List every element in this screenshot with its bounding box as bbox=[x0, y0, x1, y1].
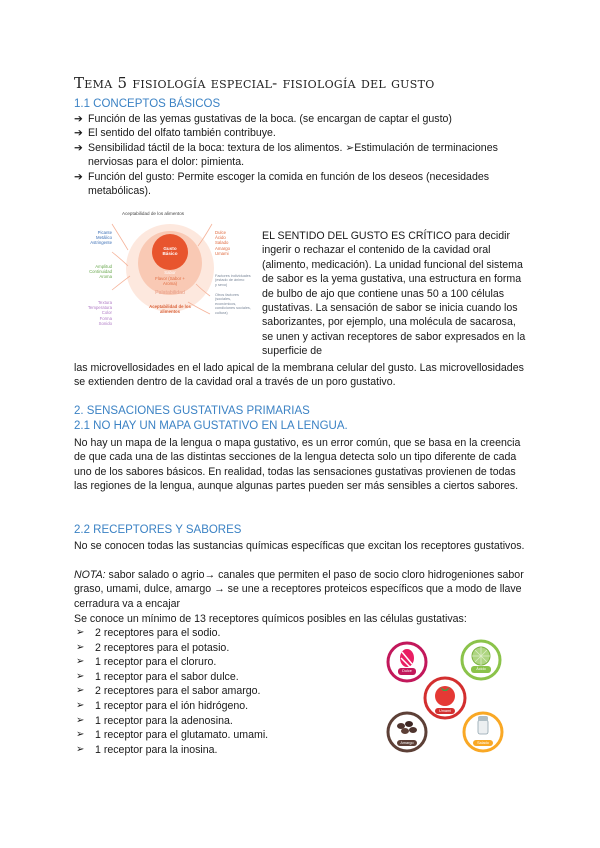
label-umami: Umami bbox=[438, 709, 452, 713]
arrow-icon: ➔ bbox=[74, 127, 83, 140]
list-item: ➔ Función del gusto: Permite escoger la comida en función de los deseos (necesidades metabólicas). bbox=[74, 170, 490, 198]
diagram-title: Aceptabilidad de los alimentos bbox=[122, 211, 185, 216]
receptors-intro: No se conocen todas las sustancias químicas específicas que excitan los receptores gustativos. bbox=[74, 540, 525, 552]
diagram-palat: Palatabilidad bbox=[155, 290, 185, 296]
label-acido: Ácido bbox=[476, 667, 486, 671]
diagram-bottom: Aceptabilidad de los alimentos bbox=[149, 304, 191, 315]
triangle-bullet-icon: ➢ bbox=[76, 685, 85, 697]
taste-paragraph bbox=[262, 229, 526, 359]
triangle-bullet-icon: ➢ bbox=[76, 656, 85, 668]
subheading-mapa: 2.1 NO HAY UN MAPA GUSTATIVO EN LA LENGUA. bbox=[74, 420, 348, 432]
food-acceptability-diagram bbox=[82, 210, 258, 325]
label-salado: Salado bbox=[477, 741, 489, 745]
triangle-bullet-icon: ➢ bbox=[76, 743, 85, 755]
list-item: ➔ Sensibilidad táctil de la boca: textura de los alimentos. ➢Estimulación de terminaciones nerviosas para el dolor: pimienta. bbox=[74, 141, 498, 169]
receptors-count: Se conoce un mínimo de 13 receptores químicos posibles en las células gustativas: bbox=[74, 613, 467, 625]
nota-label: NOTA: bbox=[74, 569, 106, 581]
receptors-list bbox=[74, 626, 374, 757]
label-amargo: Amargo bbox=[400, 741, 414, 745]
triangle-bullet-icon: ➢ bbox=[76, 699, 85, 711]
arrow-icon: ➔ bbox=[74, 170, 83, 183]
subheading-receptores: 2.2 RECEPTORES Y SABORES bbox=[74, 524, 242, 536]
list-item: ➢ 1 receptor para la adenosina. bbox=[76, 714, 233, 727]
triangle-bullet-icon: ➢ bbox=[76, 641, 85, 653]
list-item: ➢ 2 receptores para el sabor amargo. bbox=[76, 685, 261, 698]
nota-text: sabor salado o agrio→ canales que permiten el paso de socio cloro hidrogeniones sabor graso, umami, dulce, amargo → se une a receptores proteicos específicos que a modo de llave cerradura va a encajar bbox=[74, 569, 524, 610]
list-item: ➢ 2 receptores para el sodio. bbox=[76, 627, 221, 639]
diagram-left-top: Picante Metálico Astringente bbox=[90, 230, 112, 246]
list-item: ➢ 1 receptor para el sabor dulce. bbox=[76, 670, 239, 683]
list-item: ➢ 1 receptor para el glutamato. umami. bbox=[76, 729, 269, 742]
section-heading-conceptos: 1.1 CONCEPTOS BÁSICOS bbox=[74, 98, 221, 110]
section-heading-sensaciones: 2. SENSACIONES GUSTATIVAS PRIMARIAS bbox=[74, 405, 310, 417]
page-title: Tema 5 fisiología especial- fisiología del gusto bbox=[74, 74, 435, 92]
arrow-icon: ➔ bbox=[74, 141, 83, 154]
map-paragraph: No hay un mapa de la lengua o mapa gustativo, es un error común, que se basa en la creencia de que cada una de las distintas secciones de la lengua detecta solo un tipo diferente de cada uno de los sabores básicos. En realidad, todas las sensaciones gustativas provienen de todas las regiones de la lengua, aunque algunas partes pueden ser más sensibles a ciertos sabores. bbox=[74, 437, 521, 493]
list-item: ➢ 1 receptor para el cloruro. bbox=[76, 656, 217, 669]
flavors-illustration bbox=[385, 636, 525, 756]
taste-paragraph-lead: EL SENTIDO DEL GUSTO ES CRÍTICO bbox=[262, 230, 452, 242]
triangle-bullet-icon: ➢ bbox=[76, 627, 85, 638]
triangle-bullet-icon: ➢ bbox=[76, 729, 85, 741]
diagram-center: Gusto Básico bbox=[162, 246, 178, 257]
list-item: ➔ El sentido del olfato también contribuye. bbox=[74, 127, 276, 140]
list-item: ➢ 2 receptores para el potasio. bbox=[76, 641, 230, 654]
label-dulce: Dulce bbox=[402, 669, 412, 673]
list-item: ➢ 1 receptor para el ión hidrógeno. bbox=[76, 699, 249, 712]
triangle-bullet-icon: ➢ bbox=[76, 714, 85, 726]
diagram-right-mid: Factores individuales (estado de ánimo y sexo) bbox=[215, 274, 251, 287]
diagram-right-top: Dulce Ácido Salado Amargo Umami bbox=[215, 230, 231, 256]
taste-paragraph-rest: para decidir ingerir o rechazar el contenido de la cavidad oral (alimento, medicación). La unidad funcional del sistema de sabor es la yema gustativa, una estructura en forma de bulbo de ajo que contiene unas 50 a 100 células gustativas. La sensación de sabor se inicia cuando los saborizantes, por ejemplo, una molécula de sacarosa, se unen y activan receptores de sabor expresados en la superficie de bbox=[262, 230, 526, 358]
diagram-left-mid: Amplitud Continuidad Aroma bbox=[89, 264, 112, 280]
concepts-list bbox=[74, 112, 529, 198]
list-item: ➢ 1 receptor para la inosina. bbox=[76, 743, 218, 756]
diagram-left-bot: Textura Temperatura Color Forma Sonido bbox=[87, 300, 112, 326]
diagram-mid-sub: Flavor (Sabor + Aroma) bbox=[155, 276, 185, 287]
diagram-right-bot: Otros factores (sociales, económicos, condiciones sociales, cultura) bbox=[215, 293, 251, 315]
list-item: ➔ Función de las yemas gustativas de la boca. (se encargan de captar el gusto) bbox=[74, 113, 452, 125]
nota-paragraph bbox=[74, 568, 529, 611]
diagram-mid: Sabor bbox=[164, 270, 176, 275]
triangle-bullet-icon: ➢ bbox=[76, 670, 85, 682]
arrow-icon: ➔ bbox=[74, 113, 83, 125]
taste-paragraph-end: las microvellosidades en el lado apical de la membrana celular del gusto. Las microvellosidades se extienden dentro de la cavidad oral a través de un poro gustativo. bbox=[74, 362, 524, 389]
